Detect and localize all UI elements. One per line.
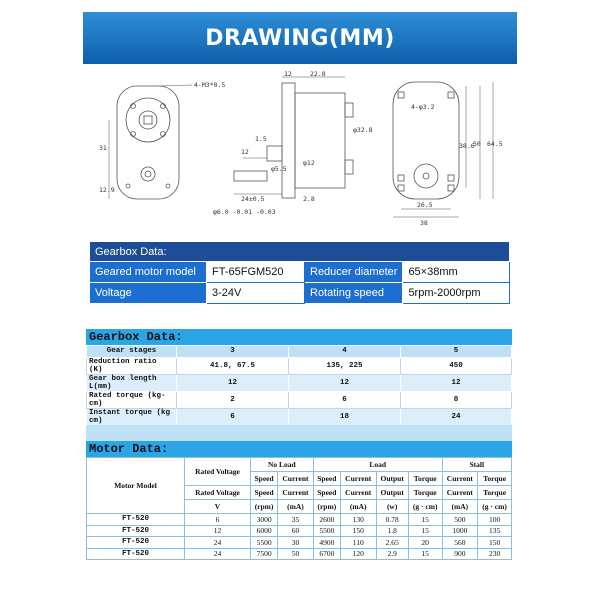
motor-section-header: Motor Data:: [86, 441, 512, 457]
motor-model-header: Motor Model: [87, 458, 185, 514]
table-cell: 30: [278, 537, 314, 549]
gear-stage-col: 5: [401, 346, 512, 358]
unit-v: V: [185, 500, 251, 514]
side-label-dia328: φ32.8: [353, 126, 373, 134]
title-banner: [83, 12, 517, 64]
current-col: Current: [442, 486, 478, 500]
table-cell: 7500: [251, 548, 278, 560]
table-cell: 3000: [251, 514, 278, 526]
technical-drawing: [95, 68, 505, 226]
table-cell: 1000: [442, 525, 478, 537]
table-row: [87, 525, 512, 537]
front-label-31: 31: [99, 144, 107, 152]
table-cell: 2.65: [376, 537, 408, 549]
back-label-50: 50: [473, 140, 481, 148]
table-cell: 1.8: [376, 525, 408, 537]
table-cell: 60: [278, 525, 314, 537]
table-cell: 35: [278, 514, 314, 526]
table-cell: 135, 225: [289, 357, 401, 374]
unit-gcm: (g · cm): [408, 500, 442, 514]
current-col: Current: [340, 472, 376, 486]
table-cell: 15: [408, 525, 442, 537]
table-cell: 24: [401, 408, 512, 425]
table-row: [87, 408, 512, 425]
side-label-shaft-tol: φ6.0 -0.01 -0.03: [213, 208, 276, 216]
table-cell: 4900: [313, 537, 340, 549]
model-cell: FT-520: [87, 537, 185, 549]
table-cell: 8: [401, 391, 512, 408]
spec-header: Gearbox Data:: [90, 242, 510, 262]
table-cell: 2.9: [376, 548, 408, 560]
table-cell: 560: [442, 537, 478, 549]
unit-rpm: (rpm): [251, 500, 278, 514]
side-label-shaft-len: 24±0.5: [241, 195, 265, 203]
table-cell: 900: [442, 548, 478, 560]
drawing-svg: [95, 68, 505, 226]
voltage-cell: 24: [185, 537, 251, 549]
spec-label-diameter: Reducer diameter: [305, 262, 403, 283]
torque-col: Torque: [478, 472, 512, 486]
table-cell: 6: [177, 408, 289, 425]
torque-col: Torque: [478, 486, 512, 500]
model-cell: FT-520: [87, 548, 185, 560]
table-cell: 41.8, 67.5: [177, 357, 289, 374]
current-col: Current: [340, 486, 376, 500]
no-load-header: No Load: [251, 458, 314, 472]
side-view: [234, 77, 353, 198]
gear-stages-label: Gear stages: [87, 346, 177, 358]
table-cell: 15: [408, 548, 442, 560]
back-view: [393, 82, 493, 217]
back-label-645: 64.5: [487, 140, 503, 148]
table-cell: 12: [289, 374, 401, 391]
table-cell: 150: [478, 537, 512, 549]
table-cell: 500: [442, 514, 478, 526]
front-label-129: 12.9: [99, 186, 115, 194]
row-label: Reduction ratio (K): [87, 357, 177, 374]
model-cell: FT-520: [87, 525, 185, 537]
side-label-15: 1.5: [255, 135, 267, 143]
torque-col: Torque: [408, 472, 442, 486]
table-cell: 450: [401, 357, 512, 374]
table-cell: 5500: [251, 537, 278, 549]
table-cell: 20: [408, 537, 442, 549]
unit-gcm: (g · cm): [478, 500, 512, 514]
table-cell: 5500: [313, 525, 340, 537]
voltage-cell: 12: [185, 525, 251, 537]
row-label: Instant torque (kg cm): [87, 408, 177, 425]
back-label-holes: 4-φ3.2: [411, 103, 435, 111]
table-cell: 130: [340, 514, 376, 526]
gearbox-section-header: Gearbox Data:: [86, 329, 512, 345]
table-cell: 15: [408, 514, 442, 526]
spec-value-model: FT-65FGM520: [207, 262, 305, 283]
table-cell: 2: [177, 391, 289, 408]
voltage-cell: 6: [185, 514, 251, 526]
table-cell: 6000: [251, 525, 278, 537]
side-label-12: 12: [284, 70, 292, 78]
speed-col: Speed: [313, 472, 340, 486]
motor-data-table: [86, 457, 512, 560]
side-label-dia12: φ12: [303, 159, 315, 167]
front-label-holes: 4-M3*0.5: [194, 81, 226, 89]
table-cell: 0.78: [376, 514, 408, 526]
table-cell: 120: [340, 548, 376, 560]
page-title: DRAWING(MM): [205, 25, 395, 51]
table-row: [87, 374, 512, 391]
gear-stage-col: 4: [289, 346, 401, 358]
side-label-228: 22.8: [310, 70, 326, 78]
table-cell: 150: [340, 525, 376, 537]
load-header: Load: [313, 458, 442, 472]
unit-rpm: (rpm): [313, 500, 340, 514]
spec-label-model: Geared motor model: [90, 262, 207, 283]
gear-stage-col: 3: [177, 346, 289, 358]
unit-w: (w): [376, 500, 408, 514]
side-label-28: 2.8: [303, 195, 315, 203]
rated-voltage-header: Rated Voltage: [185, 458, 251, 486]
table-row: [87, 357, 512, 374]
speed-col: Speed: [251, 486, 278, 500]
output-col: Output: [376, 486, 408, 500]
spec-value-voltage: 3-24V: [207, 283, 305, 304]
table-row: [87, 391, 512, 408]
table-row: [87, 514, 512, 526]
unit-ma: (mA): [278, 500, 314, 514]
side-label-d12: 12: [241, 148, 249, 156]
current-col: Current: [278, 472, 314, 486]
table-cell: 18: [289, 408, 401, 425]
row-label: Gear box length L(mm): [87, 374, 177, 391]
table-cell: 12: [401, 374, 512, 391]
voltage-cell: 24: [185, 548, 251, 560]
rated-voltage-subheader: Rated Voltage: [185, 486, 251, 500]
current-col: Current: [442, 472, 478, 486]
table-cell: 230: [478, 548, 512, 560]
table-cell: 12: [177, 374, 289, 391]
gearbox-spec-table: [89, 241, 510, 304]
spec-label-voltage: Voltage: [90, 283, 207, 304]
back-label-386: 38.6: [459, 142, 475, 150]
model-cell: FT-520: [87, 514, 185, 526]
spec-label-speed: Rotating speed: [305, 283, 403, 304]
spec-value-diameter: 65×38mm: [403, 262, 510, 283]
unit-ma: (mA): [442, 500, 478, 514]
unit-ma: (mA): [340, 500, 376, 514]
front-view: [109, 85, 192, 199]
table-cell: 6: [289, 391, 401, 408]
back-label-38: 38: [420, 219, 428, 226]
torque-col: Torque: [408, 486, 442, 500]
table-row: [87, 548, 512, 560]
speed-col: Speed: [251, 472, 278, 486]
table-row: [87, 537, 512, 549]
table-cell: 50: [278, 548, 314, 560]
table-cell: 2600: [313, 514, 340, 526]
back-label-265: 26.5: [417, 201, 433, 209]
row-label: Rated torque (kg-cm): [87, 391, 177, 408]
side-label-shaft: φ5.5: [271, 165, 287, 173]
table-cell: 100: [478, 514, 512, 526]
current-col: Current: [278, 486, 314, 500]
stall-header: Stall: [442, 458, 511, 472]
table-cell: 110: [340, 537, 376, 549]
table-cell: 6700: [313, 548, 340, 560]
speed-col: Speed: [313, 486, 340, 500]
table-cell: 135: [478, 525, 512, 537]
spec-value-speed: 5rpm-2000rpm: [403, 283, 510, 304]
output-col: Output: [376, 472, 408, 486]
